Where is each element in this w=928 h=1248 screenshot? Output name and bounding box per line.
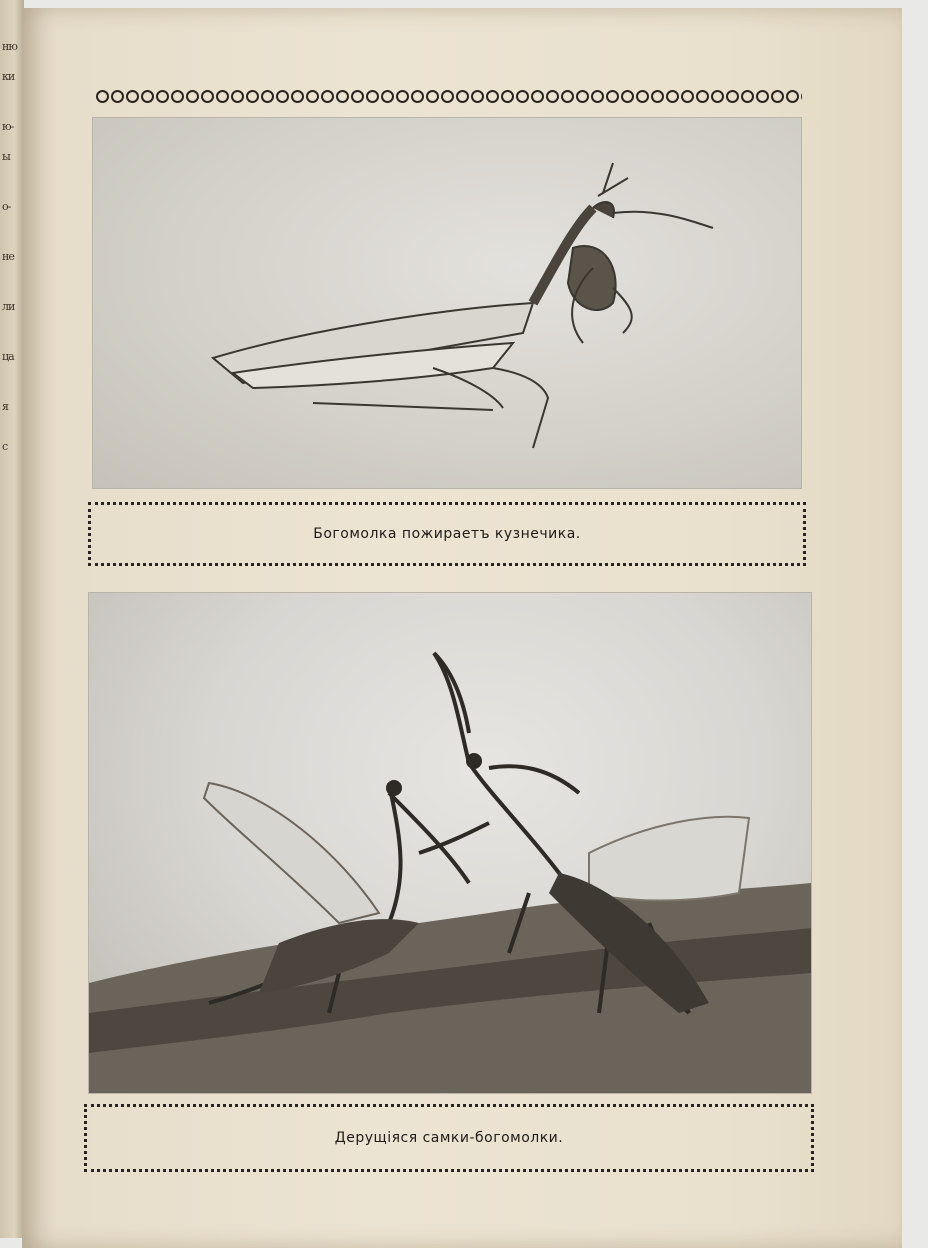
border-ring-ornament	[336, 90, 349, 103]
border-ring-ornament	[171, 90, 184, 103]
border-ring-ornament	[651, 90, 664, 103]
border-ring-ornament	[141, 90, 154, 103]
border-ring-ornament	[126, 90, 139, 103]
border-ring-ornament	[726, 90, 739, 103]
border-ring-ornament	[516, 90, 529, 103]
border-ring-ornament	[321, 90, 334, 103]
border-ring-ornament	[636, 90, 649, 103]
border-ring-ornament	[471, 90, 484, 103]
border-ring-ornament	[786, 90, 799, 103]
caption-box-top	[88, 502, 806, 566]
border-ring-ornament	[606, 90, 619, 103]
border-ring-ornament	[366, 90, 379, 103]
border-ring-ornament	[426, 90, 439, 103]
border-ring-ornament	[261, 90, 274, 103]
border-ring-ornament	[351, 90, 364, 103]
border-ring-ornament	[216, 90, 229, 103]
border-ring-ornament	[186, 90, 199, 103]
border-ring-ornament	[801, 90, 802, 103]
border-ring-ornament	[501, 90, 514, 103]
decorative-border	[96, 88, 802, 104]
border-ring-ornament	[201, 90, 214, 103]
border-ring-ornament	[411, 90, 424, 103]
border-ring-ornament	[246, 90, 259, 103]
border-ring-ornament	[711, 90, 724, 103]
border-ring-ornament	[291, 90, 304, 103]
border-ring-ornament	[96, 90, 109, 103]
facing-page-edge: ню ки ю- ы о- не ли ца я с	[0, 0, 24, 1238]
border-ring-ornament	[666, 90, 679, 103]
illustration-mantis-eating-grasshopper	[92, 117, 802, 489]
border-ring-ornament	[771, 90, 784, 103]
border-ring-ornament	[696, 90, 709, 103]
border-ring-ornament	[591, 90, 604, 103]
border-ring-ornament	[231, 90, 244, 103]
border-ring-ornament	[111, 90, 124, 103]
border-ring-ornament	[576, 90, 589, 103]
border-ring-ornament	[306, 90, 319, 103]
border-ring-ornament	[381, 90, 394, 103]
border-ring-ornament	[156, 90, 169, 103]
border-ring-ornament	[456, 90, 469, 103]
border-ring-ornament	[531, 90, 544, 103]
caption-bottom: Дерущіяся самки-богомолки.	[334, 1130, 564, 1146]
border-ring-ornament	[741, 90, 754, 103]
border-ring-ornament	[441, 90, 454, 103]
border-ring-ornament	[621, 90, 634, 103]
border-ring-ornament	[756, 90, 769, 103]
border-ring-ornament	[276, 90, 289, 103]
illustration-fighting-mantises	[88, 592, 812, 1094]
border-ring-ornament	[681, 90, 694, 103]
border-ring-ornament	[561, 90, 574, 103]
border-ring-ornament	[546, 90, 559, 103]
caption-box-bottom	[84, 1104, 814, 1172]
border-ring-ornament	[396, 90, 409, 103]
border-ring-ornament	[486, 90, 499, 103]
caption-top: Богомолка пожираетъ кузнечика.	[313, 526, 581, 542]
